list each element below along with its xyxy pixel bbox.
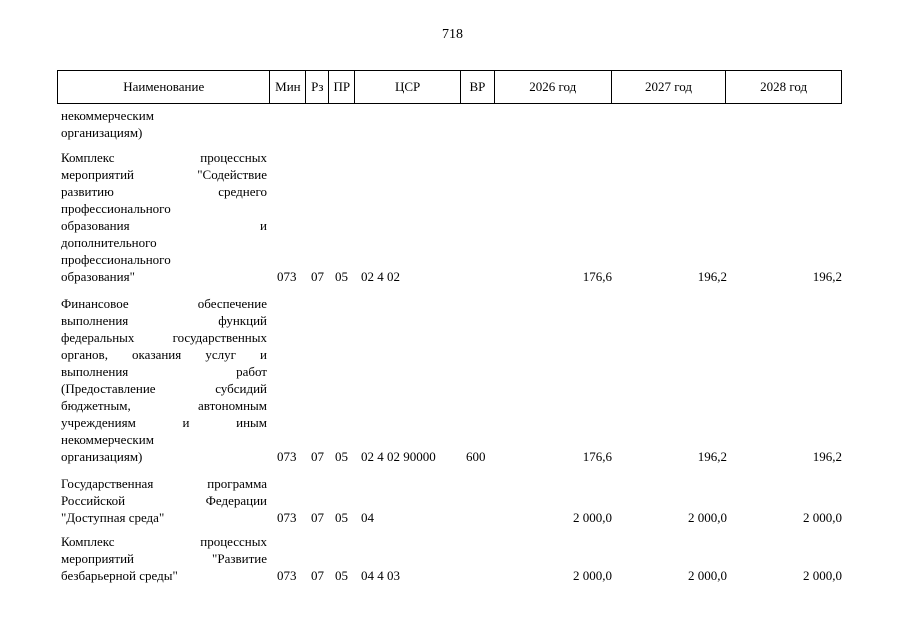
header-csr: ЦСР <box>355 71 461 103</box>
row-rz: 07 <box>311 269 324 284</box>
row-name-line: Государственная программа <box>61 476 267 491</box>
row-2027: 2 000,0 <box>688 568 727 583</box>
row-name <box>61 107 267 141</box>
row-csr: 02 4 02 <box>361 269 400 284</box>
row-name-line: органов, оказания услуг и <box>61 347 267 362</box>
row-name-line: некоммерческим <box>61 108 154 123</box>
row-2026: 176,6 <box>582 449 612 464</box>
row-name-line: выполнения функций <box>61 313 267 328</box>
row-name-line: Комплекс процессных <box>61 534 267 549</box>
row-rz: 07 <box>311 449 324 464</box>
row-csr: 04 4 03 <box>361 568 400 583</box>
row-name-line: Комплекс процессных <box>61 150 267 165</box>
row-csr: 04 <box>361 510 374 525</box>
header-2026: 2026 год <box>495 71 612 103</box>
row-name-line: бюджетным, автономным <box>61 398 267 413</box>
table-row <box>0 107 905 141</box>
row-min: 073 <box>277 269 297 284</box>
row-name <box>61 149 267 285</box>
row-2027: 2 000,0 <box>688 510 727 525</box>
row-name-line: мероприятий "Развитие <box>61 551 267 566</box>
row-name-line: образования" <box>61 269 135 284</box>
row-name-line: профессионального <box>61 252 171 267</box>
row-name-line: организациям) <box>61 449 143 464</box>
row-2026: 2 000,0 <box>573 510 612 525</box>
table-row <box>0 533 905 584</box>
row-pr: 05 <box>335 510 348 525</box>
row-pr: 05 <box>335 449 348 464</box>
row-2026: 176,6 <box>582 269 612 284</box>
row-name-line: развитию среднего <box>61 184 267 199</box>
row-name-line: "Доступная среда" <box>61 510 165 525</box>
row-name <box>61 475 267 526</box>
header-vr: ВР <box>461 71 495 103</box>
header-pr: ПР <box>329 71 355 103</box>
row-name-line: некоммерческим <box>61 432 154 447</box>
table-row <box>0 149 905 285</box>
row-2028: 2 000,0 <box>803 568 842 583</box>
row-vr: 600 <box>466 449 486 464</box>
row-2027: 196,2 <box>697 269 727 284</box>
row-name-line: профессионального <box>61 201 171 216</box>
page-number: 718 <box>442 27 463 42</box>
row-name-line: образования и <box>61 218 267 233</box>
row-name-line: безбарьерной среды" <box>61 568 178 583</box>
row-min: 073 <box>277 510 297 525</box>
header-min: Мин <box>270 71 306 103</box>
row-2028: 196,2 <box>812 449 842 464</box>
table-header <box>57 70 842 104</box>
row-min: 073 <box>277 568 297 583</box>
table-row <box>0 295 905 465</box>
row-name-line: дополнительного <box>61 235 157 250</box>
row-name <box>61 295 267 465</box>
row-name-line: мероприятий "Содействие <box>61 167 267 182</box>
row-name-line: Российской Федерации <box>61 493 267 508</box>
row-min: 073 <box>277 449 297 464</box>
row-2026: 2 000,0 <box>573 568 612 583</box>
table-row <box>0 475 905 526</box>
row-2028: 196,2 <box>812 269 842 284</box>
row-pr: 05 <box>335 568 348 583</box>
row-name-line: Финансовое обеспечение <box>61 296 267 311</box>
row-rz: 07 <box>311 568 324 583</box>
row-name <box>61 533 267 584</box>
header-2027: 2027 год <box>612 71 727 103</box>
row-name-line: выполнения работ <box>61 364 267 379</box>
row-pr: 05 <box>335 269 348 284</box>
row-name-line: учреждениям и иным <box>61 415 267 430</box>
row-2028: 2 000,0 <box>803 510 842 525</box>
row-csr: 02 4 02 90000 <box>361 449 436 464</box>
header-2028: 2028 год <box>760 79 808 94</box>
row-name-line: (Предоставление субсидий <box>61 381 267 396</box>
row-name-line: федеральных государственных <box>61 330 267 345</box>
row-name-line: организациям) <box>61 125 143 140</box>
header-rz: Рз <box>306 71 329 103</box>
row-2027: 196,2 <box>697 449 727 464</box>
header-name: Наименование <box>58 71 270 103</box>
row-rz: 07 <box>311 510 324 525</box>
